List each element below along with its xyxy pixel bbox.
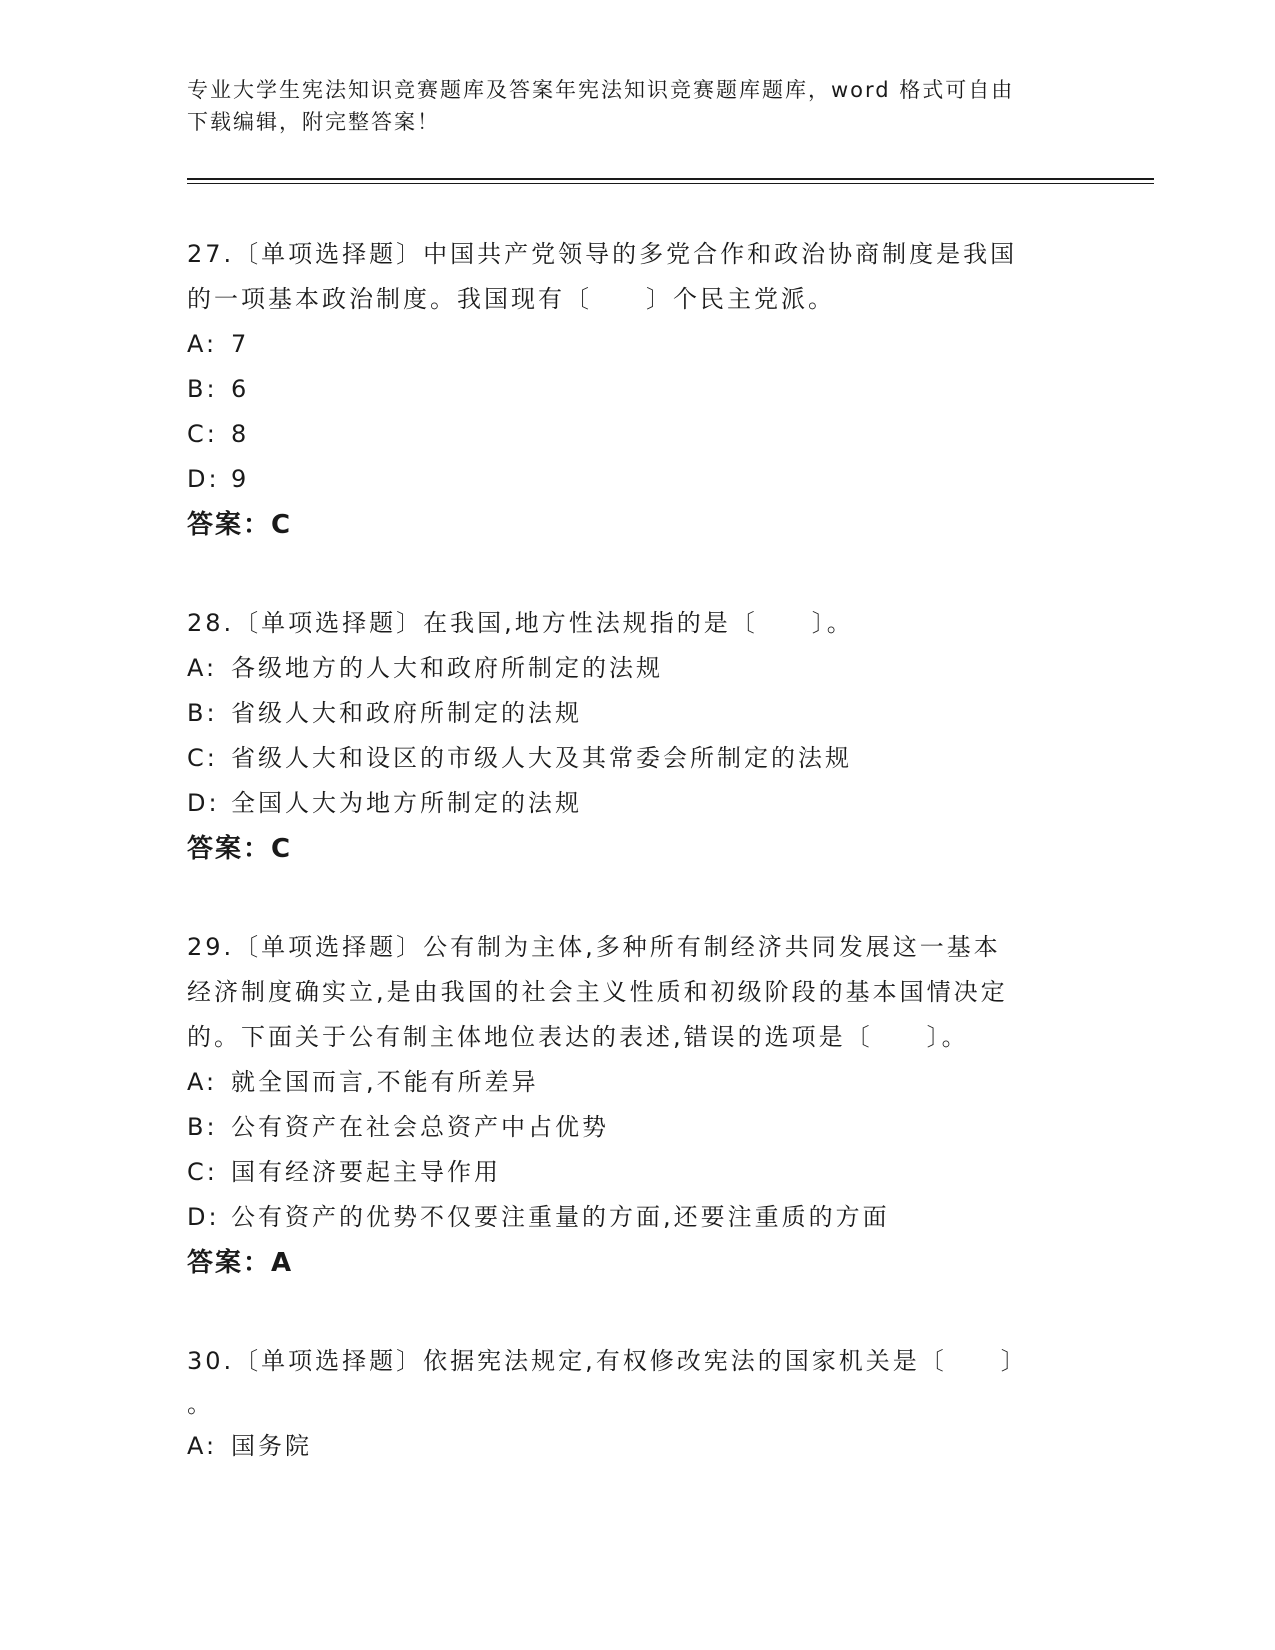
answer-line: 答案：C bbox=[187, 510, 293, 540]
option-b bbox=[187, 1105, 1087, 1150]
option-text: 公有资产的优势不仅要注重量的方面,还要注重质的方面 bbox=[231, 1203, 890, 1231]
option-text: 9 bbox=[231, 465, 250, 493]
option-d bbox=[187, 1195, 1087, 1240]
option-text: 各级地方的人大和政府所制定的法规 bbox=[231, 654, 663, 682]
option-a bbox=[187, 1424, 1087, 1469]
option-text: 全国人大为地方所制定的法规 bbox=[231, 789, 582, 817]
option-letter: A: bbox=[187, 654, 218, 682]
question-stem-line: 的。下面关于公有制主体地位表达的表述,错误的选项是〔 〕。 bbox=[187, 1023, 969, 1051]
option-letter: D: bbox=[187, 465, 220, 493]
header-divider-thin bbox=[187, 183, 1154, 184]
question-30 bbox=[187, 1339, 1087, 1469]
header-line-2: 下载编辑，附完整答案！ bbox=[187, 110, 440, 134]
option-text: 就全国而言,不能有所差异 bbox=[231, 1068, 539, 1096]
option-b bbox=[187, 691, 1087, 736]
option-d bbox=[187, 457, 1087, 502]
option-letter: A: bbox=[187, 330, 218, 358]
option-c bbox=[187, 1150, 1087, 1195]
option-a bbox=[187, 1060, 1087, 1105]
question-stem-line: 。 bbox=[187, 1390, 214, 1418]
option-text: 国有经济要起主导作用 bbox=[231, 1158, 501, 1186]
option-letter: D: bbox=[187, 1203, 220, 1231]
option-a bbox=[187, 646, 1087, 691]
option-c bbox=[187, 736, 1087, 781]
option-letter: C: bbox=[187, 744, 218, 772]
option-text: 国务院 bbox=[231, 1432, 312, 1460]
option-text: 6 bbox=[231, 375, 250, 403]
question-stem-line: 30.〔单项选择题〕依据宪法规定,有权修改宪法的国家机关是〔 〕 bbox=[187, 1347, 1028, 1375]
answer-line: 答案：A bbox=[187, 1248, 294, 1278]
question-29 bbox=[187, 925, 1087, 1286]
option-letter: C: bbox=[187, 420, 218, 448]
option-text: 8 bbox=[231, 420, 250, 448]
option-text: 省级人大和设区的市级人大及其常委会所制定的法规 bbox=[231, 744, 852, 772]
question-28 bbox=[187, 601, 1087, 872]
option-letter: D: bbox=[187, 789, 220, 817]
option-a bbox=[187, 322, 1087, 367]
header-line-1: 专业大学生宪法知识竞赛题库及答案年宪法知识竞赛题库题库，word 格式可自由 bbox=[187, 78, 1015, 102]
question-stem-line: 27.〔单项选择题〕中国共产党领导的多党合作和政治协商制度是我国 bbox=[187, 240, 1018, 268]
option-letter: C: bbox=[187, 1158, 218, 1186]
question-stem-line: 的一项基本政治制度。我国现有〔 〕个民主党派。 bbox=[187, 285, 835, 313]
question-stem-line: 经济制度确实立,是由我国的社会主义性质和初级阶段的基本国情决定 bbox=[187, 978, 1008, 1006]
question-list bbox=[187, 232, 1087, 1522]
option-letter: A: bbox=[187, 1068, 218, 1096]
question-stem-line: 29.〔单项选择题〕公有制为主体,多种所有制经济共同发展这一基本 bbox=[187, 933, 1001, 961]
question-27 bbox=[187, 232, 1087, 548]
question-stem-line: 28.〔单项选择题〕在我国,地方性法规指的是〔 〕。 bbox=[187, 609, 854, 637]
option-text: 公有资产在社会总资产中占优势 bbox=[231, 1113, 609, 1141]
document-header bbox=[187, 74, 1087, 138]
option-text: 省级人大和政府所制定的法规 bbox=[231, 699, 582, 727]
header-divider-thick bbox=[187, 178, 1154, 180]
answer-line: 答案：C bbox=[187, 834, 293, 864]
option-letter: B: bbox=[187, 1113, 218, 1141]
option-letter: B: bbox=[187, 699, 218, 727]
option-text: 7 bbox=[231, 330, 250, 358]
option-b bbox=[187, 367, 1087, 412]
option-letter: A: bbox=[187, 1432, 218, 1460]
option-c bbox=[187, 412, 1087, 457]
option-letter: B: bbox=[187, 375, 218, 403]
option-d bbox=[187, 781, 1087, 826]
